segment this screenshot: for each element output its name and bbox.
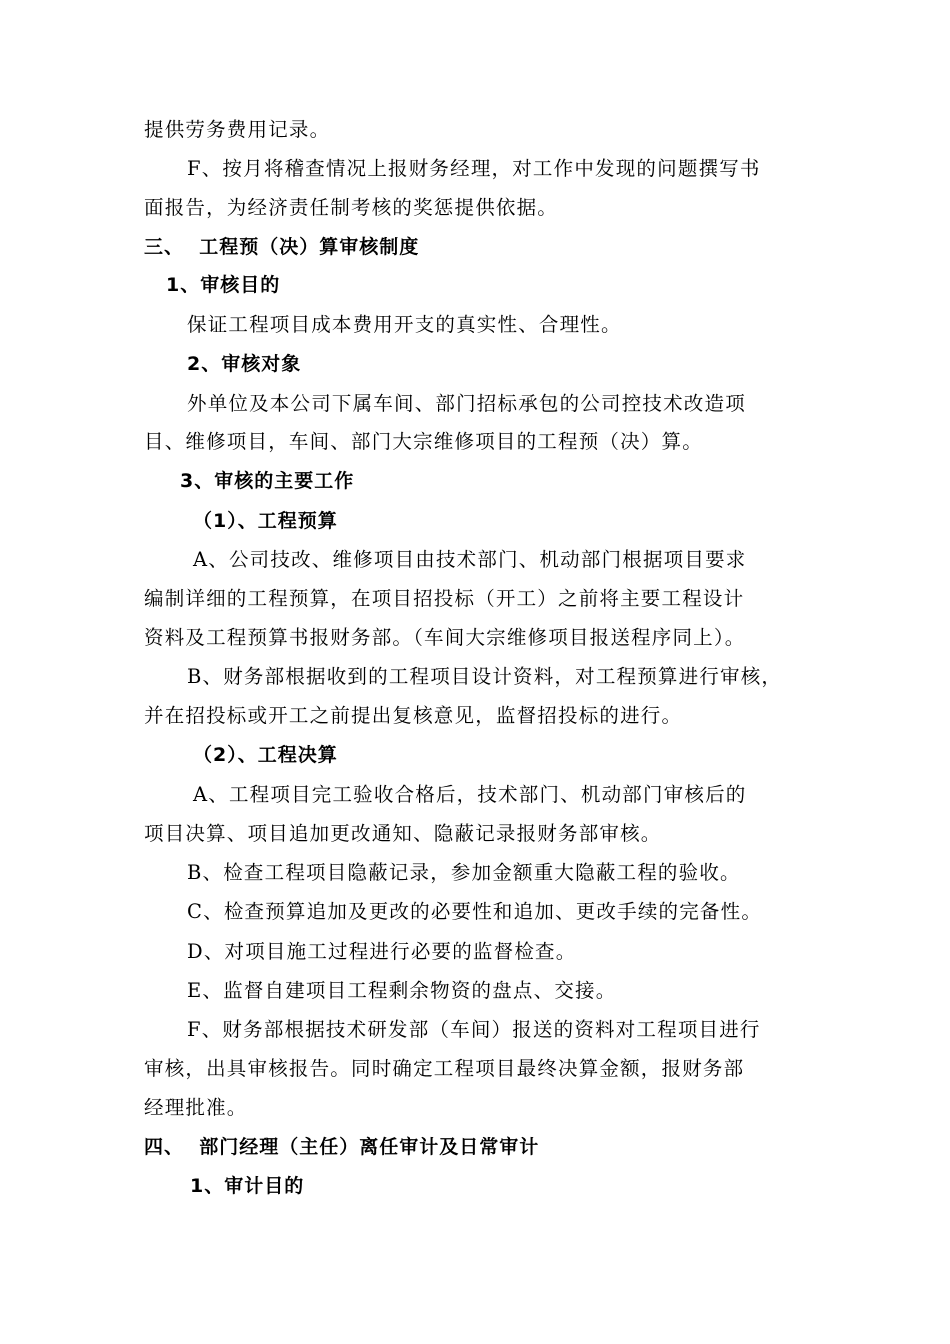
paragraph-line: F、财务部根据技术研发部（车间）报送的资料对工程项目进行 <box>187 1018 761 1041</box>
paragraph-line: 提供劳务费用记录。 <box>144 118 331 141</box>
subsection-heading: 1、审计目的 <box>190 1175 305 1197</box>
paragraph-line: 面报告，为经济责任制考核的奖惩提供依据。 <box>144 196 559 219</box>
item-heading: （1）、工程预算 <box>193 510 338 532</box>
subsection-heading: 2、审核对象 <box>187 353 302 375</box>
section-heading: 三、 工程预（决）算审核制度 <box>144 236 420 258</box>
paragraph-line: 经理批准。 <box>144 1096 248 1119</box>
paragraph-line: 资料及工程预算书报财务部。（车间大宗维修项目报送程序同上）。 <box>144 626 746 649</box>
paragraph-line: 保证工程项目成本费用开支的真实性、合理性。 <box>187 313 622 336</box>
paragraph-line: F、按月将稽查情况上报财务经理，对工作中发现的问题撰写书 <box>187 157 761 180</box>
paragraph-line: 目、维修项目，车间、部门大宗维修项目的工程预（决）算。 <box>144 430 703 453</box>
paragraph-line: 审核，出具审核报告。同时确定工程项目最终决算金额，报财务部 <box>144 1057 745 1080</box>
item-heading: （2）、工程决算 <box>193 744 338 766</box>
paragraph-line: 外单位及本公司下属车间、部门招标承包的公司控技术改造项 <box>187 392 746 415</box>
paragraph-line: D、对项目施工过程进行必要的监督检查。 <box>187 940 577 963</box>
subsection-heading: 3、审核的主要工作 <box>180 470 355 492</box>
paragraph-line: B、财务部根据收到的工程项目设计资料，对工程预算进行审核， <box>187 665 783 688</box>
paragraph-line: 编制详细的工程预算，在项目招投标（开工）之前将主要工程设计 <box>144 587 745 610</box>
paragraph-line: B、检查工程项目隐蔽记录，参加金额重大隐蔽工程的验收。 <box>187 861 741 884</box>
paragraph-line: A、工程项目完工验收合格后，技术部门、机动部门审核后的 <box>193 783 747 806</box>
paragraph-line: 项目决算、项目追加更改通知、隐蔽记录报财务部审核。 <box>144 822 662 845</box>
paragraph-line: 并在招投标或开工之前提出复核意见，监督招投标的进行。 <box>144 704 683 727</box>
subsection-heading: 1、审核目的 <box>166 274 281 296</box>
paragraph-line: E、监督自建项目工程剩余物资的盘点、交接。 <box>187 979 617 1002</box>
paragraph-line: C、检查预算追加及更改的必要性和追加、更改手续的完备性。 <box>187 900 763 923</box>
paragraph-line: A、公司技改、维修项目由技术部门、机动部门根据项目要求 <box>193 548 747 571</box>
section-heading: 四、 部门经理（主任）离任审计及日常审计 <box>144 1136 540 1158</box>
